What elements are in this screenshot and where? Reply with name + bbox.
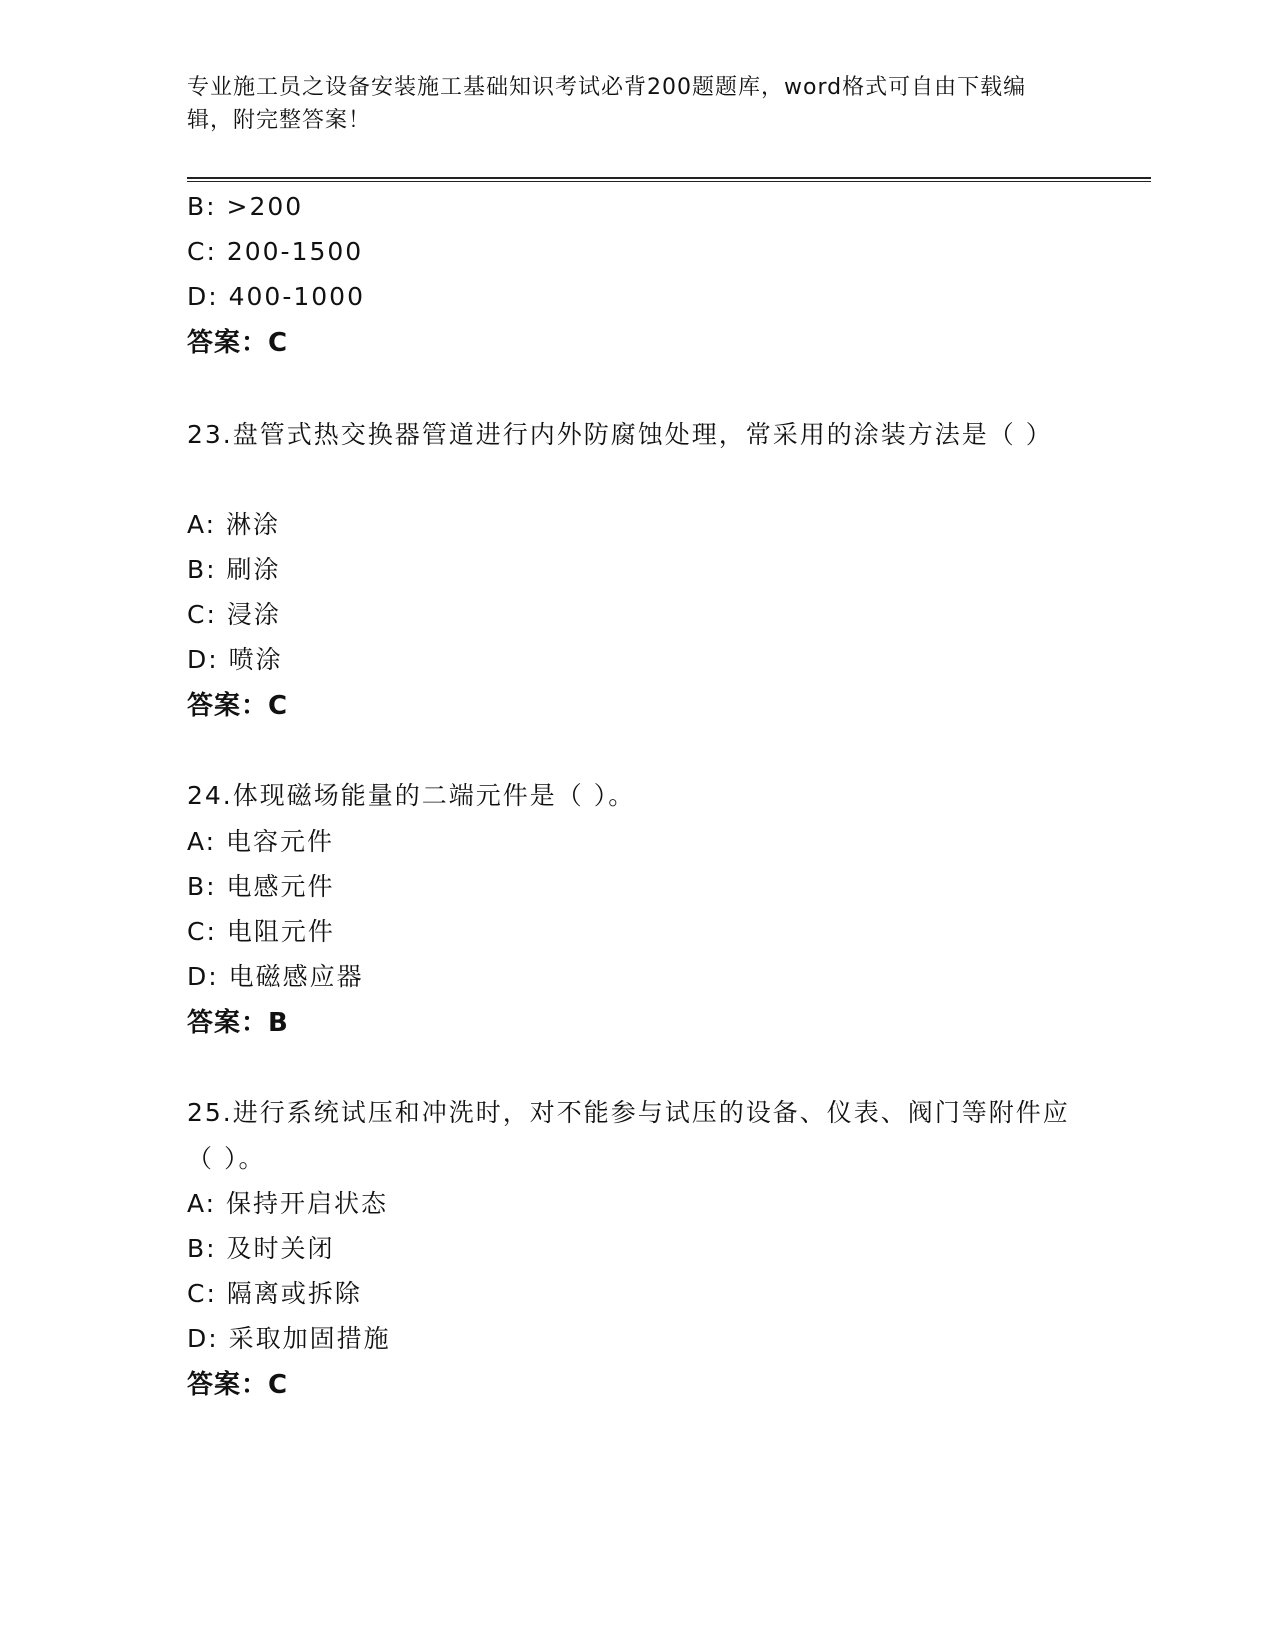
question-25-stem: 25.进行系统试压和冲洗时，对不能参与试压的设备、仪表、阀门等附件应（ ）。: [187, 1098, 1070, 1173]
option-b: B: >200: [187, 192, 304, 221]
question-23-stem: 23.盘管式热交换器管道进行内外防腐蚀处理，常采用的涂装方法是（ ）: [187, 420, 1053, 449]
question-24-option-d: D: 电磁感应器: [187, 962, 364, 991]
question-24-option-a: A: 电容元件: [187, 827, 335, 856]
header-divider: [187, 177, 1151, 182]
question-25-option-a: A: 保持开启状态: [187, 1189, 389, 1218]
question-23-option-b: B: 刷涂: [187, 555, 281, 584]
answer-label: 答案：C: [187, 328, 289, 358]
question-25-option-d: D: 采取加固措施: [187, 1324, 391, 1353]
question-24-stem: 24.体现磁场能量的二端元件是（ ）。: [187, 781, 636, 810]
question-23-answer: 答案：C: [187, 691, 289, 721]
question-23-option-d: D: 喷涂: [187, 645, 283, 674]
option-c: C: 200-1500: [187, 237, 364, 266]
question-24-option-c: C: 电阻元件: [187, 917, 335, 946]
question-25-answer: 答案：C: [187, 1370, 289, 1400]
question-25-option-c: C: 隔离或拆除: [187, 1279, 362, 1308]
question-23-option-c: C: 浸涂: [187, 600, 281, 629]
question-24-option-b: B: 电感元件: [187, 872, 335, 901]
question-24-answer: 答案：B: [187, 1008, 289, 1038]
document-header-title: 专业施工员之设备安装施工基础知识考试必背200题题库，word格式可自由下载编辑，附完整答案！: [187, 75, 1027, 133]
question-23-option-a: A: 淋涂: [187, 510, 281, 539]
question-25-option-b: B: 及时关闭: [187, 1234, 335, 1263]
option-d: D: 400-1000: [187, 282, 365, 311]
